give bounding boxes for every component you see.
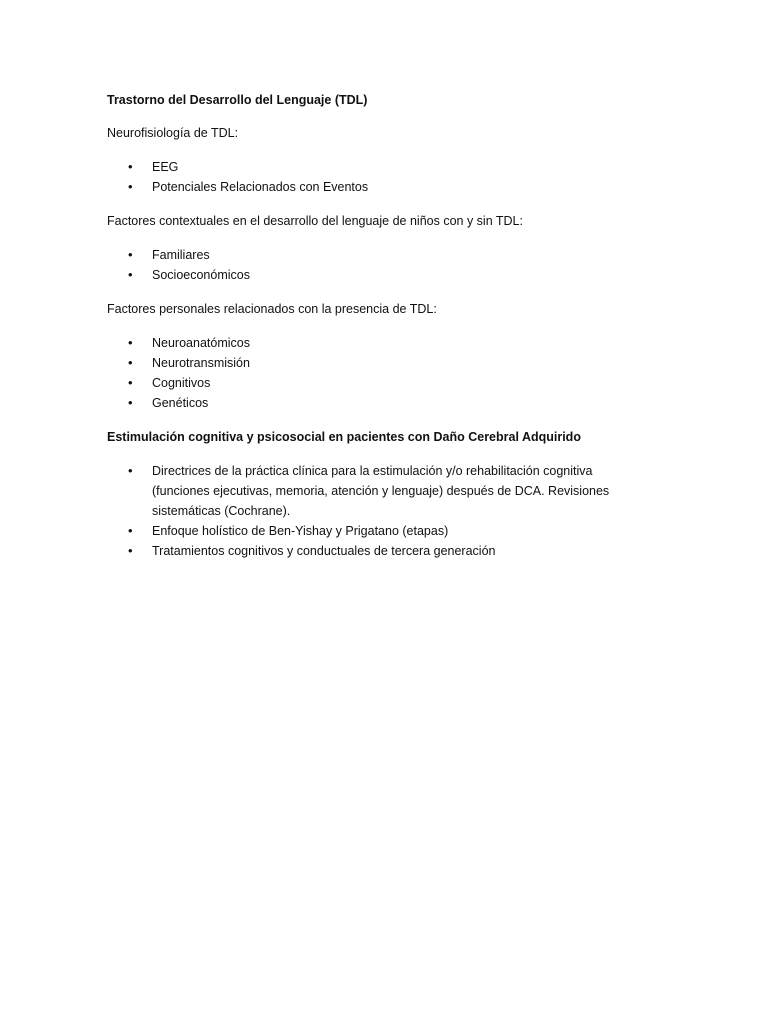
list-item bbox=[107, 521, 647, 541]
bullet-icon: • bbox=[128, 267, 133, 282]
list-item-text: Socioeconómicos bbox=[152, 268, 250, 282]
section-estimulacion-heading: Estimulación cognitiva y psicosocial en pacientes con Daño Cerebral Adquirido bbox=[107, 430, 581, 444]
section-estimulacion-list bbox=[107, 461, 647, 561]
bullet-icon: • bbox=[128, 543, 133, 558]
list-item bbox=[107, 461, 647, 521]
list-item bbox=[107, 333, 647, 353]
section-neurofisiologia-list bbox=[107, 157, 647, 197]
list-item-text: Directrices de la práctica clínica para la estimulación y/o rehabilitación cognitiva (funciones ejecutivas, memoria, atención y lenguaje) después de DCA. Revisiones sistemáticas (Cochrane). bbox=[152, 464, 610, 518]
list-item bbox=[107, 353, 647, 373]
bullet-icon: • bbox=[128, 523, 133, 538]
list-item-text: Cognitivos bbox=[152, 376, 211, 390]
list-item-text: Neuroanatómicos bbox=[152, 336, 250, 350]
section-personales-list bbox=[107, 333, 647, 413]
section-contextuales-intro: Factores contextuales en el desarrollo del lenguaje de niños con y sin TDL: bbox=[107, 214, 523, 228]
list-item-text: Genéticos bbox=[152, 396, 209, 410]
list-item-text: Enfoque holístico de Ben-Yishay y Prigatano (etapas) bbox=[152, 524, 449, 538]
list-item bbox=[107, 541, 647, 561]
list-item bbox=[107, 157, 647, 177]
document-title: Trastorno del Desarrollo del Lenguaje (TDL) bbox=[107, 93, 368, 107]
section-neurofisiologia-intro: Neurofisiología de TDL: bbox=[107, 126, 239, 140]
list-item bbox=[107, 265, 647, 285]
section-contextuales-list bbox=[107, 245, 647, 285]
list-item-text: Tratamientos cognitivos y conductuales de tercera generación bbox=[152, 544, 496, 558]
list-item bbox=[107, 373, 647, 393]
list-item-text: EEG bbox=[152, 160, 179, 174]
list-item bbox=[107, 245, 647, 265]
bullet-icon: • bbox=[128, 463, 133, 478]
bullet-icon: • bbox=[128, 247, 133, 262]
bullet-icon: • bbox=[128, 179, 133, 194]
bullet-icon: • bbox=[128, 335, 133, 350]
section-personales-intro: Factores personales relacionados con la presencia de TDL: bbox=[107, 302, 437, 316]
list-item-text: Familiares bbox=[152, 248, 210, 262]
bullet-icon: • bbox=[128, 355, 133, 370]
list-item bbox=[107, 177, 647, 197]
list-item-text: Neurotransmisión bbox=[152, 356, 250, 370]
list-item-text: Potenciales Relacionados con Eventos bbox=[152, 180, 369, 194]
bullet-icon: • bbox=[128, 375, 133, 390]
bullet-icon: • bbox=[128, 395, 133, 410]
bullet-icon: • bbox=[128, 159, 133, 174]
list-item bbox=[107, 393, 647, 413]
document-page bbox=[107, 91, 647, 576]
